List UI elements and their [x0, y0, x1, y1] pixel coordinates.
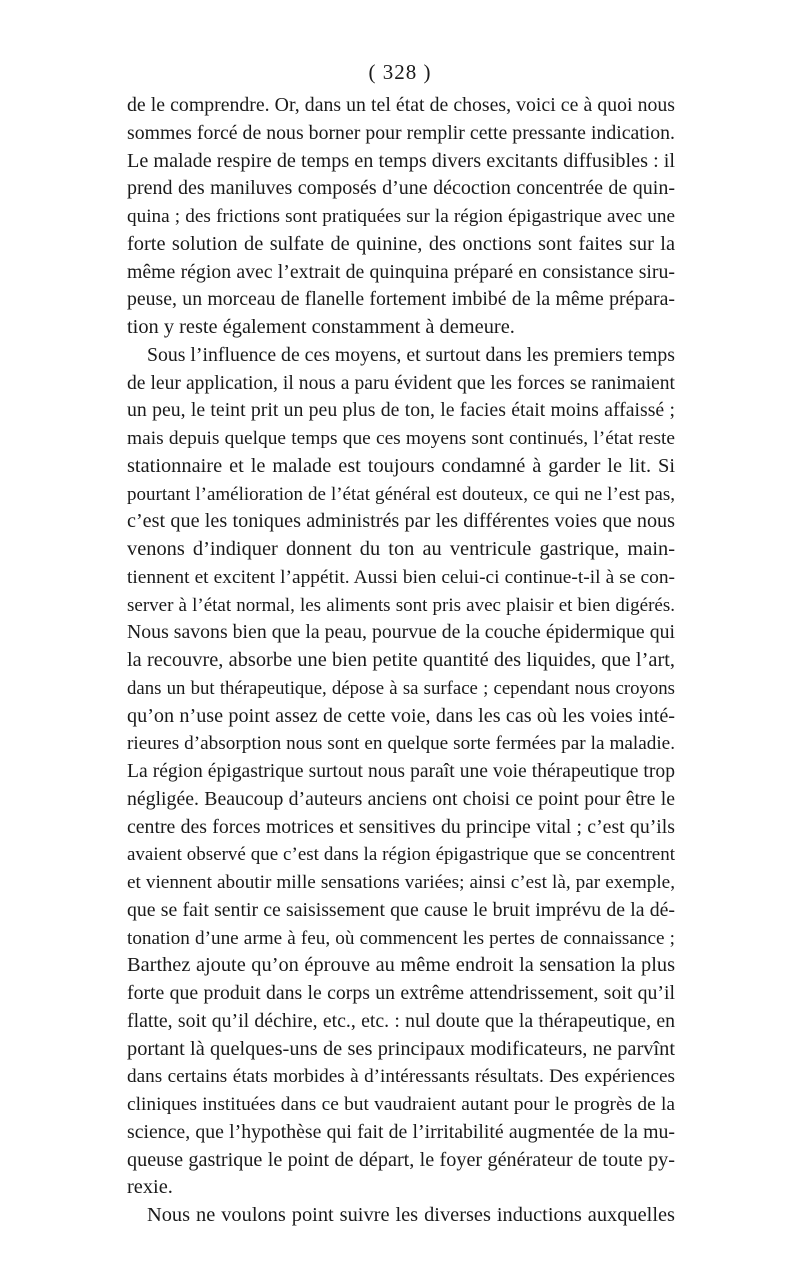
text-line: flatte, soit qu’il déchire, etc., etc. : nul doute que la thérapeutique, en [127, 1009, 675, 1032]
text-line: cliniques instituées dans ce but vaudraient autant pour le progrès de la [127, 1094, 675, 1115]
text-line: peuse, un morceau de flanelle fortement imbibé de la même prépara- [127, 288, 675, 311]
text-line: quina ; des frictions sont pratiquées sur la région épigastrique avec une [127, 206, 675, 227]
text-line: Nous savons bien que la peau, pourvue de la couche épidermique qui [127, 621, 675, 644]
text-line: tiennent et excitent l’appétit. Aussi bien celui-ci continue-t-il à se con- [127, 566, 675, 588]
body-text [127, 92, 675, 1230]
text-line: tonation d’une arme à feu, où commencent les pertes de connaissance ; [127, 927, 675, 949]
text-line: venons d’indiquer donnent du ton au ventricule gastrique, main- [127, 538, 675, 560]
text-line: forte que produit dans le corps un extrême attendrissement, soit qu’il [127, 982, 675, 1004]
text-line: qu’on n’use point assez de cette voie, dans les cas où les voies inté- [127, 704, 675, 727]
text-line: et viennent aboutir mille sensations variées; ainsi c’est là, par exemple, [127, 872, 675, 893]
text-line: Nous ne voulons point suivre les diverses inductions auxquelles [147, 1204, 675, 1226]
text-line: rexie. [127, 1176, 173, 1199]
text-line: négligée. Beaucoup d’auteurs anciens ont choisi ce point pour être le [127, 787, 675, 810]
text-line: Barthez ajoute qu’on éprouve au même endroit la sensation la plus [127, 954, 675, 977]
page-number: ( 328 ) [368, 60, 432, 84]
text-line: de leur application, il nous a paru évident que les forces se ranimaient [127, 372, 675, 394]
text-line: science, que l’hypothèse qui fait de l’irritabilité augmentée de la mu- [127, 1120, 675, 1143]
text-line: La région épigastrique surtout nous paraît une voie thérapeutique trop [127, 761, 675, 782]
text-line: portant là quelques-uns de ses principaux modificateurs, ne parvînt [127, 1037, 675, 1060]
text-line: tion y reste également constamment à demeure. [127, 316, 515, 338]
text-line: sommes forcé de nous borner pour remplir cette pressante indication. [127, 121, 675, 144]
text-line: de le comprendre. Or, dans un tel état de choses, voici ce à quoi nous [127, 94, 675, 116]
text-line: prend des maniluves composés d’une décoction concentrée de quin- [127, 177, 675, 200]
text-line: même région avec l’extrait de quinquina préparé en consistance siru- [127, 260, 675, 283]
text-line: la recouvre, absorbe une bien petite quantité des liquides, que l’art, [127, 649, 675, 671]
text-line: forte solution de sulfate de quinine, des onctions sont faites sur la [127, 232, 675, 255]
text-line: avaient observé que c’est dans la région épigastrique que se concentrent [127, 844, 675, 866]
text-line: centre des forces motrices et sensitives du principe vital ; c’est qu’ils [127, 815, 675, 838]
text-line: un peu, le teint prit un peu plus de ton, le facies était moins affaissé ; [127, 399, 675, 422]
text-line: que se fait sentir ce saisissement que cause le bruit imprévu de la dé- [127, 898, 675, 921]
text-line: Sous l’influence de ces moyens, et surtout dans les premiers temps [147, 343, 675, 366]
text-line: Le malade respire de temps en temps divers excitants diffusibles : il [127, 149, 675, 172]
text-line: pourtant l’amélioration de l’état général est douteux, ce qui ne l’est pas, [127, 483, 675, 505]
text-line: server à l’état normal, les aliments sont pris avec plaisir et bien digérés. [127, 594, 675, 616]
text-line: dans certains états morbides à d’intéressants résultats. Des expériences [127, 1066, 675, 1088]
text-line: mais depuis quelque temps que ces moyens sont continués, l’état reste [127, 428, 675, 449]
text-line: stationnaire et le malade est toujours condamné à garder le lit. Si [127, 454, 675, 477]
text-line: dans un but thérapeutique, dépose à sa surface ; cependant nous croyons [127, 677, 675, 699]
text-line: c’est que les toniques administrés par les différentes voies que nous [127, 510, 675, 533]
text-line: queuse gastrique le point de départ, le foyer générateur de toute py- [127, 1148, 675, 1171]
text-line: rieures d’absorption nous sont en quelque sorte fermées par la maladie. [127, 733, 675, 755]
